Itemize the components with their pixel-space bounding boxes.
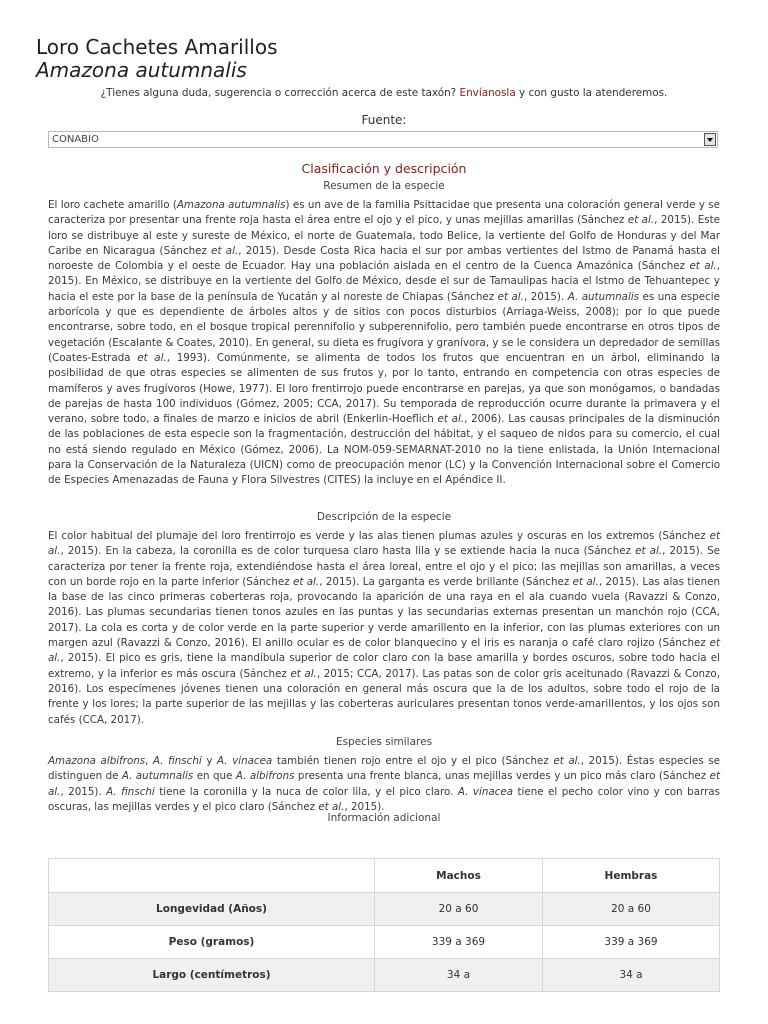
feedback-text-after: y con gusto la atenderemos. xyxy=(515,87,668,99)
table-header-row xyxy=(49,859,720,893)
table-header-hembras: Hembras xyxy=(543,859,720,893)
table-header-machos: Machos xyxy=(375,859,543,893)
source-selected-value: CONABIO xyxy=(52,134,99,145)
source-select[interactable] xyxy=(48,131,718,148)
similar-species-paragraph: Amazona albifrons, A. finschi y A. vinacea también tienen rojo entre el ojo y el pico (Sánchez et al., 2015). Éstas especies se distinguen de A. autumnalis en que A. albifrons presenta una frente blanca, unas mejillas verdes y un pico más claro (Sánchez et al., 2015). A. finschi tiene la coronilla y la nuca de color lila, y el pico claro. A. vinacea tiene el pecho color vino y con barras oscuras, las mejillas verdes y el pico claro (Sánchez et al., 2015). xyxy=(48,755,721,813)
table-header-empty xyxy=(49,859,375,893)
table-row xyxy=(49,959,720,992)
additional-info-table xyxy=(48,858,720,992)
cell-hembras: 20 a 60 xyxy=(543,893,720,926)
feedback-prompt xyxy=(0,86,768,100)
page-title: Loro Cachetes Amarillos xyxy=(36,35,278,59)
section-title: Clasificación y descripción xyxy=(301,161,467,176)
row-label: Longevidad (Años) xyxy=(49,893,375,926)
cell-hembras: 339 a 369 xyxy=(543,926,720,959)
similar-species-heading: Especies similares xyxy=(335,736,433,748)
table-row xyxy=(49,926,720,959)
dropdown-arrow-icon[interactable] xyxy=(704,133,716,146)
source-label: Fuente: xyxy=(361,113,407,127)
summary-heading: Resumen de la especie xyxy=(323,180,445,192)
additional-info-heading: Información adicional xyxy=(327,812,441,824)
feedback-text-before: ¿Tienes alguna duda, sugerencia o corrección acerca de este taxón? xyxy=(100,87,460,99)
cell-hembras: 34 a xyxy=(543,959,720,992)
description-paragraph: El color habitual del plumaje del loro frentirrojo es verde y las alas tienen plumas azules y oscuras en los extremos (Sánchez et al., 2015). En la cabeza, la coronilla es de color turquesa claro hasta lila y se extiende hacia la nuca (Sánchez et al., 2015). Se caracteriza por tener la frente roja, extendiéndose hasta el área loreal, entre el ojo y el pico; las mejillas son amarillas, a veces con un borde rojo en la parte inferior (Sánchez et al., 2015). La garganta es verde brillante (Sánchez et al., 2015). Las alas tienen la base de las cinco primeras coberteras roja, provocando la aparición de una raya en el ala cuando vuela (Ravazzi & Conzo, 2016). Las plumas secundarias tienen tonos azules en las puntas y las secundarias externas presentan un manchón rojo (CCA, 2017). La cola es corta y de color verde en la parte superior y verde amarillento en la inferior, con las plumas exteriores con un margen azul (Ravazzi & Conzo, 2016). El anillo ocular es de color blanquecino y el iris es naranja o café claro rojizo (Sánchez et al., 2015). El pico es gris, tiene la mandíbula superior de color claro con la base amarilla y bordes oscuros, sobre todo hacia el extremo, y la inferior es más oscura (Sánchez et al., 2015; CCA, 2017). Las patas son de color gris aceitunado (Ravazzi & Conzo, 2016). Los especímenes jóvenes tienen una coloración en general más oscura que la de los adultos, sobre todo el rojo de la frente y los lores; la parte superior de las mejillas y las coberteras auriculares presentan tonos verde-amarillentos, y los ojos son cafés (CCA, 2017). xyxy=(48,530,721,726)
cell-machos: 20 a 60 xyxy=(375,893,543,926)
row-label: Largo (centímetros) xyxy=(49,959,375,992)
send-feedback-link[interactable]: Envíanosla xyxy=(459,87,516,99)
row-label: Peso (gramos) xyxy=(49,926,375,959)
description-heading: Descripción de la especie xyxy=(316,511,452,523)
summary-paragraph: El loro cachete amarillo (Amazona autumnalis) es un ave de la familia Psittacidae que presenta una coloración general verde y se caracteriza por presentar una frente roja hasta el área entre el ojo y el pico, y unas mejillas amarillas (Sánchez et al., 2015). Este loro se distribuye al este y sureste de México, el norte de Guatemala, todo Belice, la vertiente del Golfo de Honduras y del Mar Caribe en Nicaragua (Sánchez et al., 2015). Desde Costa Rica hacia el sur por ambas vertientes del Istmo de Panamá hasta el noroeste de Colombia y el oeste de Ecuador. Hay una población aislada en el centro de la Cuenca Amazónica (Sánchez et al., 2015). En México, se distribuye en la vertiente del Golfo de México, desde el sur de Tamaulipas hacia el Istmo de Tehuantepec y hacia el este por la base de la península de Yucatán y al noreste de Chiapas (Sánchez et al., 2015). A. autumnalis es una especie arborícola y que es dependiente de árboles altos y de sitios con pocos disturbios (Arriaga-Weiss, 2008); por lo que puede encontrarse, sobre todo, en el bosque tropical perennifolio y subperennifolio, pero también puede encontrarse en otros tipos de vegetación (Escalante & Coates, 2010). En general, su dieta es frugívora y granívora, y se le considera un depredador de semillas (Coates-Estrada et al., 1993). Comúnmente, se alimenta de todos los frutos que encuentran en un árbol, eliminando la posibilidad de que otras especies se alimenten de sus frutos y, por lo tanto, entrando en competencia con otras especies de mamíferos y aves frugívoros (Howe, 1977). El loro frentirrojo puede encontrarse en parejas, ya que son monógamos, o bandadas de parejas de hasta 100 individuos (Gómez, 2005; CCA, 2017). Su temporada de reproducción ocurre durante la primavera y el verano, sobre todo, a finales de marzo e inicios de abril (Enkerlin-Hoeflich et al., 2006). Las causas principales de la disminución de las poblaciones de esta especie son la fragmentación, destrucción del hábitat, y el saqueo de nidos para su comercio, el cual no está siendo regulado en México (Gómez, 2006). La NOM-059-SEMARNAT-2010 no la tiene enlistada, la Unión Internacional para la Conservación de la Naturaleza (UICN) como de preocupación menor (LC) y la Convención Internacional sobre el Comercio de Especies Amenazadas de Fauna y Flora Silvestres (CITES) la incluye en el Apéndice II. xyxy=(48,199,721,487)
table-row xyxy=(49,893,720,926)
cell-machos: 34 a xyxy=(375,959,543,992)
scientific-name: Amazona autumnalis xyxy=(36,58,247,82)
cell-machos: 339 a 369 xyxy=(375,926,543,959)
